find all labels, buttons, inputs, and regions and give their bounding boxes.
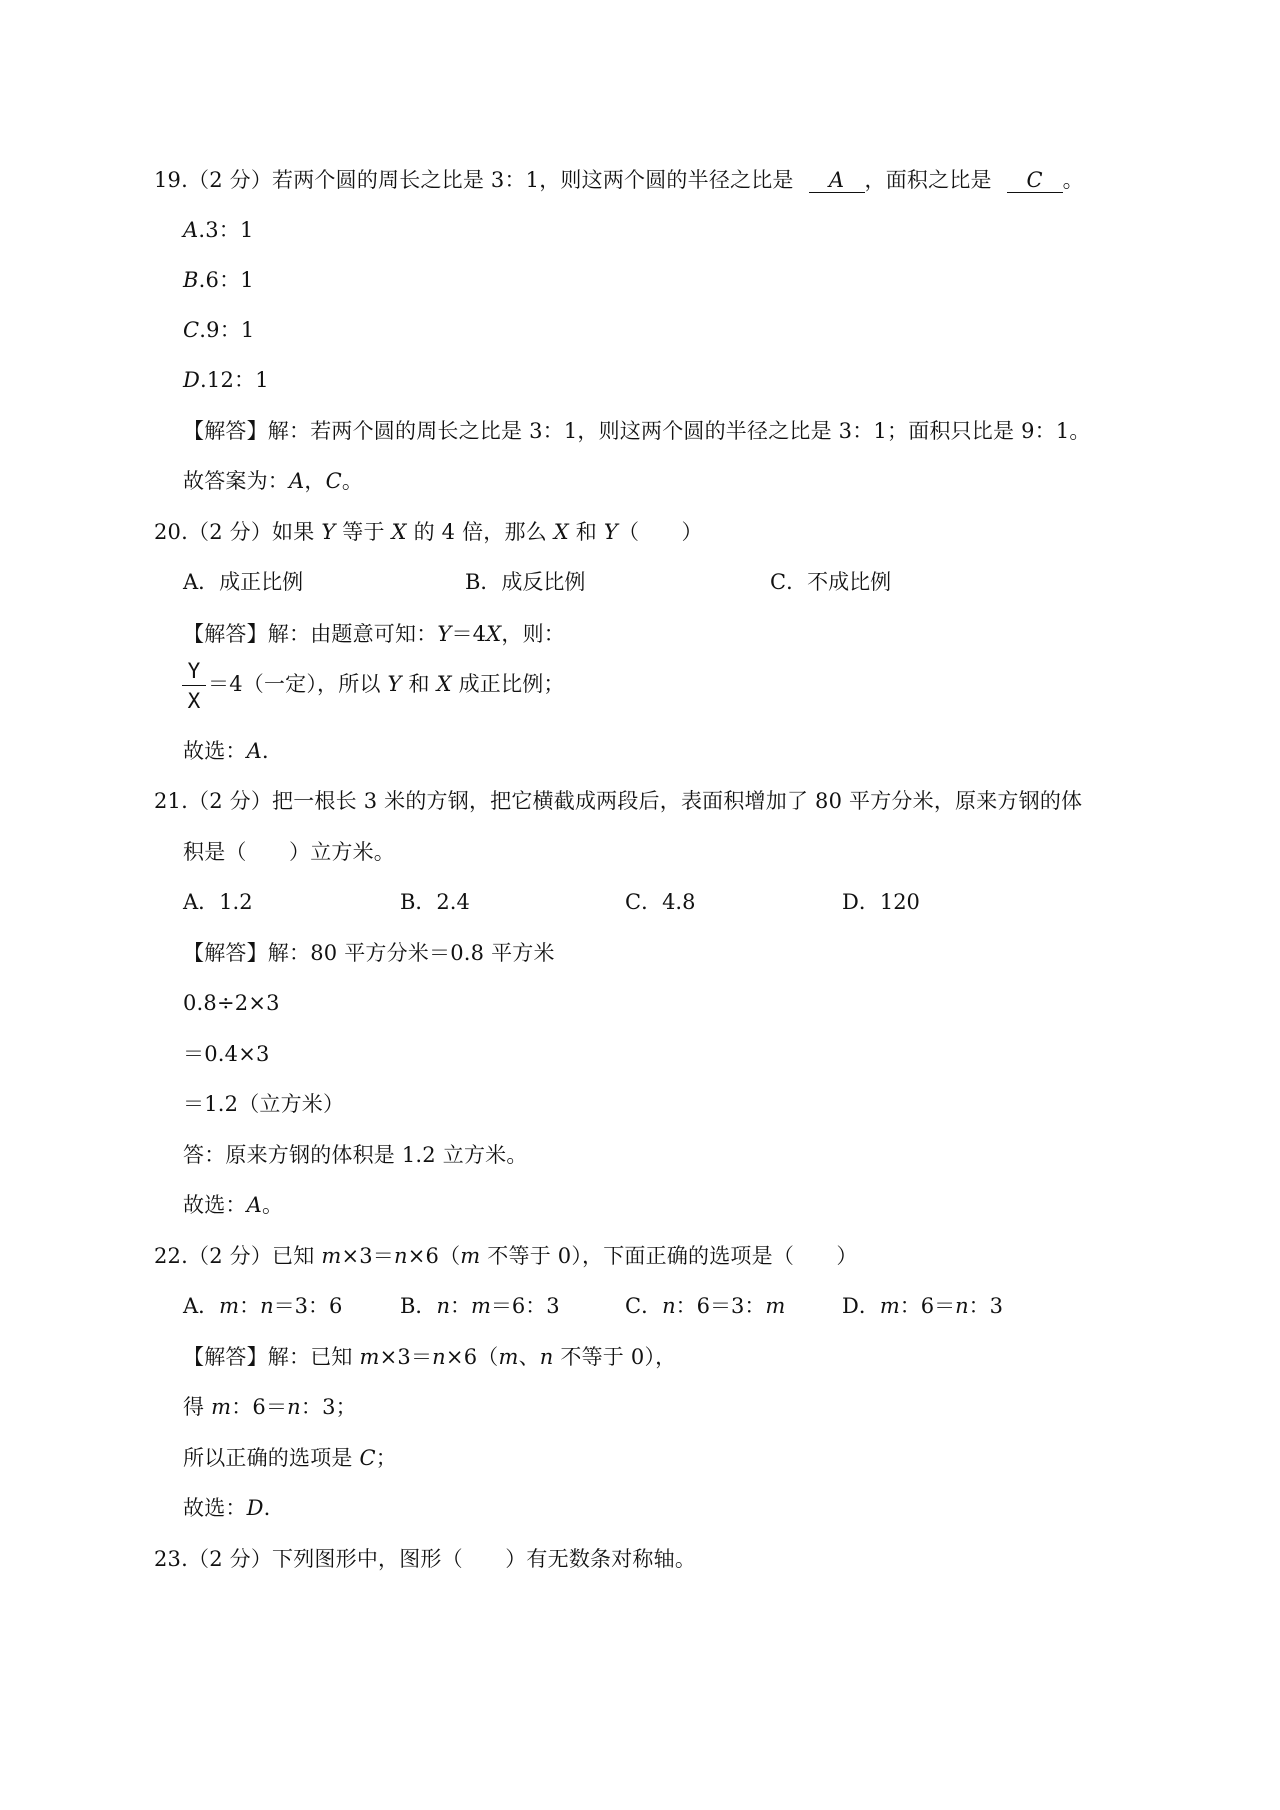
q20-option-a: A．成正比例 xyxy=(183,570,304,594)
q20-fraction-numerator: Y xyxy=(187,659,201,683)
q21-solution-1: 【解答】解：80 平方分米＝0.8 平方米 xyxy=(183,941,555,965)
q21-option-d: D．120 xyxy=(842,890,920,914)
q20-fraction-bar xyxy=(182,685,206,686)
q21-stem-line-2: 积是（ ）立方米。 xyxy=(183,840,395,864)
q21-solution-2: 0.8÷2×3 xyxy=(183,991,280,1015)
q21-option-c: C．4.8 xyxy=(625,890,696,914)
q20-choose: 故选：A． xyxy=(183,739,284,763)
q21-choose: 故选：A。 xyxy=(183,1193,284,1217)
q23-stem: 23.（2 分）下列图形中，图形（ ）有无数条对称轴。 xyxy=(154,1547,697,1571)
q20-fraction-statement: ＝4（一定），所以 Y 和 X 成正比例； xyxy=(208,672,565,696)
q22-option-a: A．m：n＝3：6 xyxy=(183,1294,343,1318)
q22-option-c: C．n：6＝3：m xyxy=(625,1294,786,1318)
q21-solution-5: 答：原来方钢的体积是 1.2 立方米。 xyxy=(183,1143,528,1167)
q19-blank-1: A xyxy=(809,168,865,193)
q21-option-a: A．1.2 xyxy=(183,890,253,914)
q22-solution: 【解答】解：已知 m×3＝n×6（m、n 不等于 0）， xyxy=(183,1345,677,1369)
q19-stem xyxy=(154,165,1084,195)
q19-blank-2: C xyxy=(1007,168,1063,193)
q20-stem: 20.（2 分）如果 Y 等于 X 的 4 倍，那么 X 和 Y（ ） xyxy=(154,520,703,544)
q22-correct-option: 所以正确的选项是 C； xyxy=(183,1446,397,1470)
q20-fraction-denominator: X xyxy=(187,689,201,713)
q21-option-b: B．2.4 xyxy=(400,890,470,914)
q22-option-b: B．n：m＝6：3 xyxy=(400,1294,560,1318)
q22-stem: 22.（2 分）已知 m×3＝n×6（m 不等于 0），下面正确的选项是（ ） xyxy=(154,1244,858,1268)
q22-choose: 故选：D. xyxy=(183,1496,271,1520)
q19-stem-mid: ，面积之比是 xyxy=(864,168,992,192)
q21-solution-3: ＝0.4×3 xyxy=(183,1042,270,1066)
q22-option-d: D．m：6＝n：3 xyxy=(842,1294,1004,1318)
q19-option-c: C.9：1 xyxy=(183,318,255,342)
q21-stem-line-1: 21.（2 分）把一根长 3 米的方钢，把它横截成两段后，表面积增加了 80 平方分米，原来方钢的体 xyxy=(154,789,1083,813)
q20-option-c: C．不成比例 xyxy=(770,570,892,594)
q22-derivation: 得 m：6＝n：3； xyxy=(183,1395,357,1419)
q21-solution-4: ＝1.2（立方米） xyxy=(183,1092,345,1116)
q19-solution: 【解答】解：若两个圆的周长之比是 3：1，则这两个圆的半径之比是 3：1；面积只比是 9：1。 xyxy=(183,419,1091,443)
q19-answer: 故答案为：A，C。 xyxy=(183,469,364,493)
q19-option-d: D.12：1 xyxy=(183,368,269,392)
q19-option-a: A.3：1 xyxy=(183,218,254,242)
q20-option-b: B．成反比例 xyxy=(465,570,586,594)
q19-stem-suffix: 。 xyxy=(1062,168,1084,192)
q20-solution: 【解答】解：由题意可知：Y＝4X，则： xyxy=(183,622,566,646)
q19-option-b: B.6：1 xyxy=(183,268,254,292)
q19-stem-prefix: 19.（2 分）若两个圆的周长之比是 3：1，则这两个圆的半径之比是 xyxy=(154,168,794,192)
